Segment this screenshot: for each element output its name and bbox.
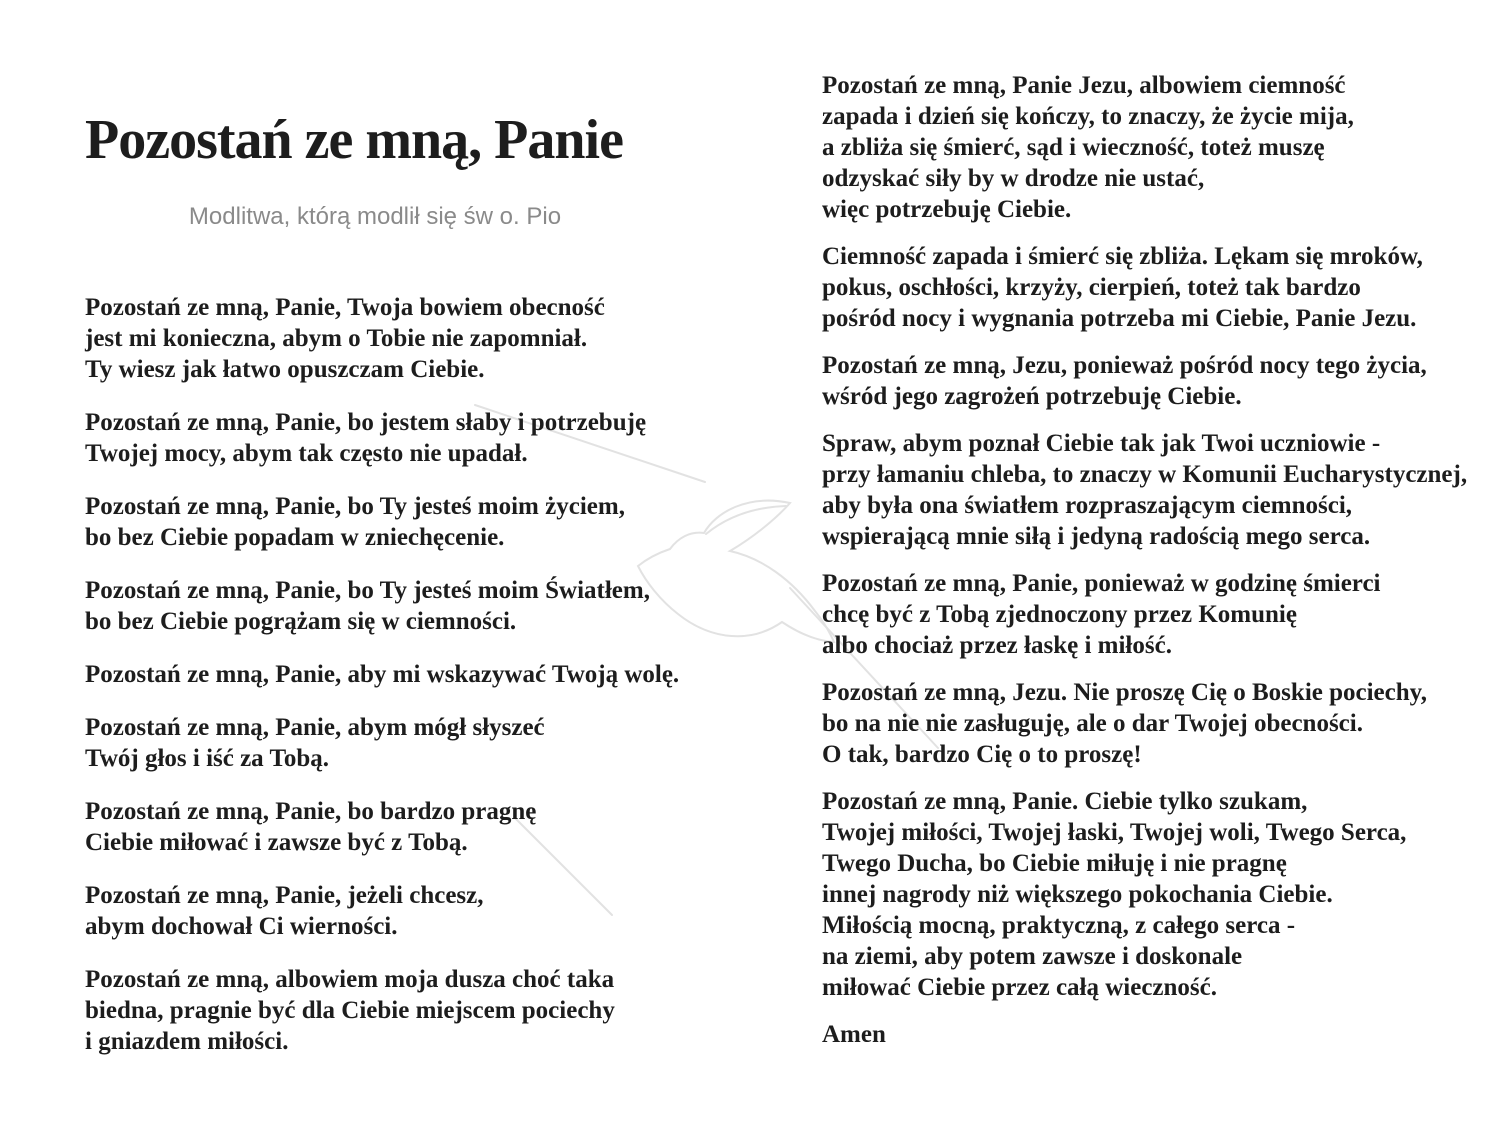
prayer-paragraph: Pozostań ze mną, Panie, abym mógł słyszeć Twój głos i iść za Tobą. <box>85 714 545 772</box>
prayer-paragraph: Pozostań ze mną, Panie, jeżeli chcesz, abym dochował Ci wierności. <box>85 882 484 940</box>
page-title: Pozostań ze mną, Panie <box>85 108 623 171</box>
prayer-paragraph: Pozostań ze mną, Jezu, ponieważ pośród nocy tego życia, wśród jego zagrożeń potrzebuję Ciebie. <box>822 352 1427 410</box>
prayer-paragraph: Ciemność zapada i śmierć się zbliża. Lękam się mroków, pokus, oschłości, krzyży, cierpień, toteż tak bardzo pośród nocy i wygnania potrzeba mi Ciebie, Panie Jezu. <box>822 243 1423 332</box>
prayer-paragraph: Pozostań ze mną, Panie, bo Ty jesteś moim życiem, bo bez Ciebie popadam w zniechęcenie. <box>85 493 625 551</box>
prayer-paragraph: Pozostań ze mną, Panie, bo bardzo pragnę Ciebie miłować i zawsze być z Tobą. <box>85 798 537 856</box>
prayer-paragraph: Pozostań ze mną, Panie, ponieważ w godzinę śmierci chcę być z Tobą zjednoczony przez Komunię albo chociaż przez łaskę i miłość. <box>822 570 1381 659</box>
prayer-paragraph: Pozostań ze mną, albowiem moja dusza choć taka biedna, pragnie być dla Ciebie miejscem pociechy i gniazdem miłości. <box>85 966 615 1055</box>
prayer-paragraph: Pozostań ze mną, Panie, bo Ty jesteś moim Światłem, bo bez Ciebie pogrążam się w ciemności. <box>85 577 650 635</box>
prayer-paragraph: Pozostań ze mną, Panie Jezu, albowiem ciemność zapada i dzień się kończy, to znaczy, że życie mija, a zbliża się śmierć, sąd i wieczność, toteż muszę odzyskać siły by w drodze nie ustać, więc potrzebuję Ciebie. <box>822 72 1354 223</box>
right-column <box>822 70 1500 1066</box>
prayer-paragraph: Amen <box>822 1021 886 1048</box>
left-column <box>85 292 765 1079</box>
prayer-paragraph: Pozostań ze mną, Panie, bo jestem słaby i potrzebuję Twojej mocy, abym tak często nie upadał. <box>85 409 647 467</box>
prayer-paragraph: Spraw, abym poznał Ciebie tak jak Twoi uczniowie - przy łamaniu chleba, to znaczy w Komunii Eucharystycznej, aby była ona światłem rozpraszającym ciemności, wspierającą mnie siłą i jedyną radością mego serca. <box>822 430 1468 550</box>
prayer-paragraph: Pozostań ze mną, Panie, Twoja bowiem obecność jest mi konieczna, abym o Tobie nie zapomniał. Ty wiesz jak łatwo opuszczam Ciebie. <box>85 294 605 383</box>
prayer-paragraph: Pozostań ze mną, Panie. Ciebie tylko szukam, Twojej miłości, Twojej łaski, Twojej woli, Twego Serca, Twego Ducha, bo Ciebie miłuję i nie pragnę innej nagrody niż większego pokochania Ciebie. Miłością mocną, praktyczną, z całego serca - na ziemi, aby potem zawsze i doskonale miłować Ciebie przez całą wieczność. <box>822 788 1407 1001</box>
prayer-paragraph: Pozostań ze mną, Jezu. Nie proszę Cię o Boskie pociechy, bo na nie nie zasługuję, ale o dar Twojej obecności. O tak, bardzo Cię o to proszę! <box>822 679 1428 768</box>
prayer-paragraph: Pozostań ze mną, Panie, aby mi wskazywać Twoją wolę. <box>85 661 680 688</box>
page-subtitle: Modlitwa, którą modlił się św o. Pio <box>188 203 562 230</box>
